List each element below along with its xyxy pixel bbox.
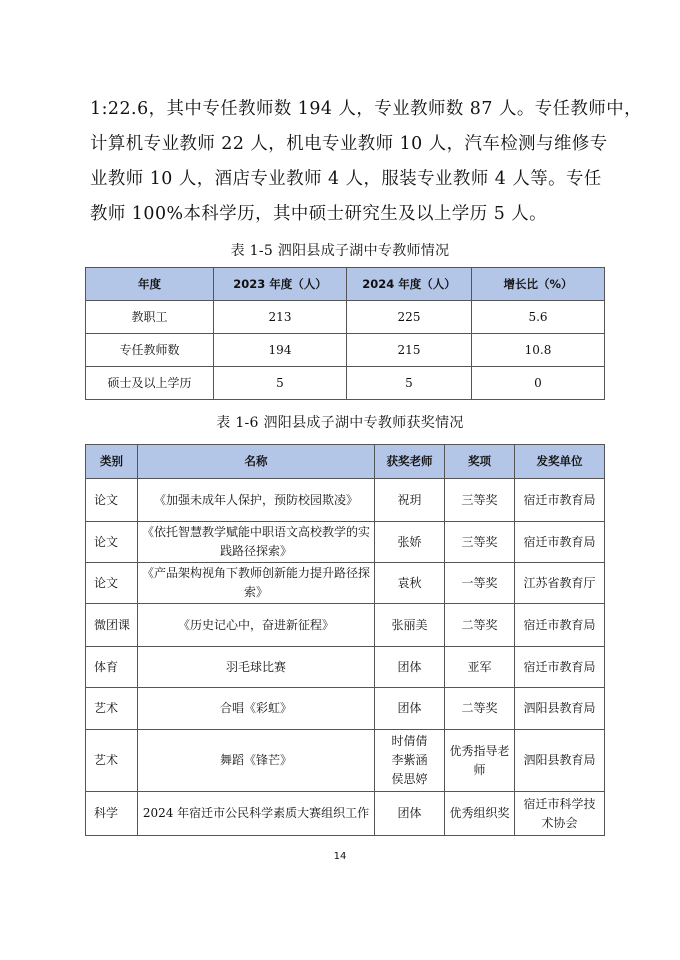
table-cell: 团体	[375, 792, 445, 836]
table-cell: 5	[214, 367, 347, 400]
table-cell: 张娇	[375, 522, 445, 563]
column-header: 类别	[86, 445, 138, 479]
table-cell: 一等奖	[445, 563, 515, 604]
teacher-stats-table	[85, 267, 605, 400]
table-row	[86, 563, 605, 604]
table-cell: 5.6	[472, 301, 605, 334]
table-cell: 优秀组织奖	[445, 792, 515, 836]
table-cell: 213	[214, 301, 347, 334]
table-cell: 215	[347, 334, 472, 367]
body-paragraph	[90, 92, 643, 232]
table-cell: 艺术	[86, 730, 138, 792]
table-header-row	[86, 445, 605, 479]
table-cell: 江苏省教育厅	[515, 563, 605, 604]
table-cell: 宿迁市教育局	[515, 479, 605, 522]
column-header: 获奖老师	[375, 445, 445, 479]
table-cell: 亚军	[445, 647, 515, 688]
table-cell: 合唱《彩虹》	[138, 688, 375, 730]
table-cell: 舞蹈《锋芒》	[138, 730, 375, 792]
page-number: 14	[333, 851, 347, 862]
table-cell: 三等奖	[445, 479, 515, 522]
table-cell: 艺术	[86, 688, 138, 730]
paragraph-line: 1:22.6，其中专任教师数 194 人，专业教师数 87 人。专任教师中，	[90, 99, 643, 119]
table-cell: 祝玥	[375, 479, 445, 522]
teacher-awards-table	[85, 444, 605, 836]
table5-caption: 表 1-5 泗阳县成子湖中专教师情况	[230, 243, 450, 259]
table-row	[86, 730, 605, 792]
table-cell: 宿迁市教育局	[515, 647, 605, 688]
table-row	[86, 604, 605, 647]
table-cell: 5	[347, 367, 472, 400]
table-cell: 张丽美	[375, 604, 445, 647]
column-header: 名称	[138, 445, 375, 479]
table-cell: 宿迁市教育局	[515, 604, 605, 647]
table-cell: 时倩倩 李紫涵 侯思婷	[375, 730, 445, 792]
table-cell: 《依托智慧教学赋能中职语文高校教学的实践路径探索》	[138, 522, 375, 563]
paragraph-line: 计算机专业教师 22 人，机电专业教师 10 人，汽车检测与维修专	[90, 134, 608, 154]
table-cell: 硕士及以上学历	[86, 367, 214, 400]
table-cell: 宿迁市教育局	[515, 522, 605, 563]
table-row	[86, 792, 605, 836]
table-cell: 教职工	[86, 301, 214, 334]
table-cell: 2024 年宿迁市公民科学素质大赛组织工作	[138, 792, 375, 836]
table-row	[86, 367, 605, 400]
table-cell: 泗阳县教育局	[515, 688, 605, 730]
table-row	[86, 479, 605, 522]
table-cell: 体育	[86, 647, 138, 688]
table-cell: 科学	[86, 792, 138, 836]
table-cell: 二等奖	[445, 604, 515, 647]
table-row	[86, 301, 605, 334]
table-cell: 论文	[86, 522, 138, 563]
table-row	[86, 688, 605, 730]
table6-caption: 表 1-6 泗阳县成子湖中专教师获奖情况	[216, 415, 464, 431]
column-header: 年度	[86, 268, 214, 301]
table-row	[86, 334, 605, 367]
table-cell: 194	[214, 334, 347, 367]
column-header: 2024 年度（人）	[347, 268, 472, 301]
table-cell: 10.8	[472, 334, 605, 367]
table-cell: 《历史记心中，奋进新征程》	[138, 604, 375, 647]
column-header: 增长比（%）	[472, 268, 605, 301]
table-cell: 优秀指导老师	[445, 730, 515, 792]
table-cell: 羽毛球比赛	[138, 647, 375, 688]
paragraph-line: 业教师 10 人，酒店专业教师 4 人，服装专业教师 4 人等。专任	[90, 169, 602, 189]
column-header: 奖项	[445, 445, 515, 479]
table-header-row	[86, 268, 605, 301]
table-cell: 0	[472, 367, 605, 400]
table-cell: 《加强未成年人保护，预防校园欺凌》	[138, 479, 375, 522]
column-header: 发奖单位	[515, 445, 605, 479]
table-row	[86, 647, 605, 688]
table-cell: 《产品架构视角下教师创新能力提升路径探索》	[138, 563, 375, 604]
paragraph-line: 教师 100%本科学历，其中硕士研究生及以上学历 5 人。	[90, 204, 548, 224]
table-cell: 团体	[375, 647, 445, 688]
column-header: 2023 年度（人）	[214, 268, 347, 301]
table-row	[86, 522, 605, 563]
table-cell: 二等奖	[445, 688, 515, 730]
table-cell: 论文	[86, 563, 138, 604]
table-cell: 泗阳县教育局	[515, 730, 605, 792]
table-cell: 袁秋	[375, 563, 445, 604]
table-cell: 三等奖	[445, 522, 515, 563]
table-cell: 论文	[86, 479, 138, 522]
table-cell: 微团课	[86, 604, 138, 647]
table-cell: 宿迁市科学技术协会	[515, 792, 605, 836]
table-cell: 225	[347, 301, 472, 334]
table-cell: 团体	[375, 688, 445, 730]
table-cell: 专任教师数	[86, 334, 214, 367]
